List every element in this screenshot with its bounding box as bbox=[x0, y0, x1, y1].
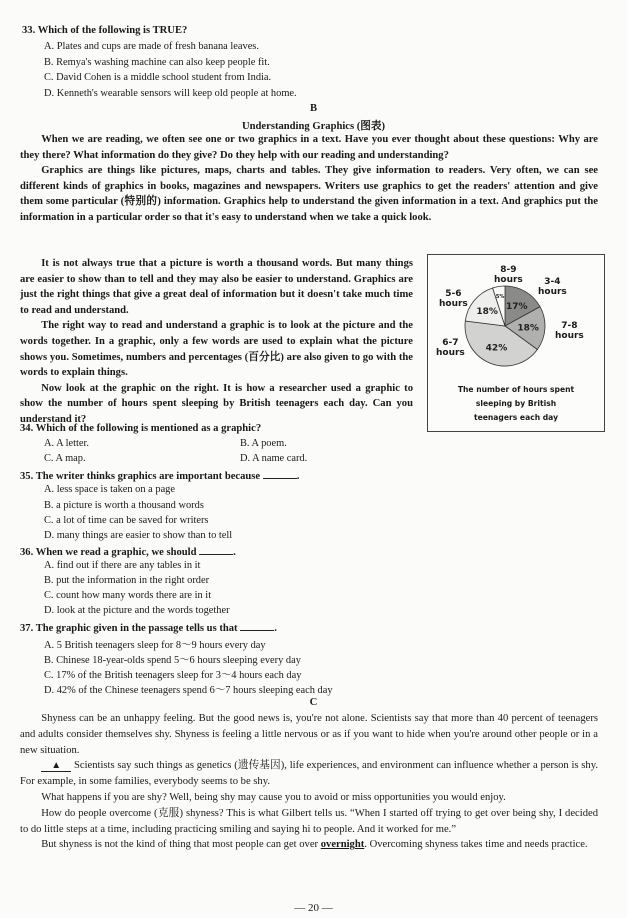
chart-caption-line-3: teenagers each day bbox=[473, 413, 559, 422]
question-34-stem: 34. Which of the following is mentioned as a graphic? bbox=[20, 423, 262, 434]
question-35-option-a: A. less space is taken on a page bbox=[44, 484, 175, 495]
question-34-option-c: C. A map. bbox=[44, 453, 86, 464]
answer-blank bbox=[240, 621, 274, 631]
question-36-option-a: A. find out if there are any tables in it bbox=[44, 560, 201, 571]
question-37-option-a: A. 5 British teenagers sleep for 8～9 hours every day bbox=[44, 640, 266, 651]
pie-chart-figure bbox=[427, 254, 605, 432]
answer-blank bbox=[263, 469, 297, 479]
answer-blank bbox=[199, 545, 233, 555]
section-c-body bbox=[20, 711, 598, 853]
question-36-option-d: D. look at the picture and the words together bbox=[44, 605, 230, 616]
paragraph: What happens if you are shy? Well, being shy may cause you to avoid or miss opportunities you would enjoy. bbox=[41, 791, 506, 803]
paragraph: Shyness can be an unhappy feeling. But the good news is, you're not alone. Scientists say that more than 40 percent of teenagers and adults consider themselves shy. Shyness is feeling a little nervous or as if you want to hide when you're around other people or in a new situation. bbox=[20, 713, 598, 756]
paragraph: The right way to read and understand a graphic is to look at the picture and the words together. In a graphic, only a few words are used to explain what the picture shows you. Sometimes, numbers and percentages (百分比) are also given to go with the words to explain things. bbox=[20, 320, 413, 379]
question-35-stem: 35. The writer thinks graphics are important because . bbox=[20, 471, 300, 482]
chart-caption-line-2: sleeping by British bbox=[475, 399, 557, 408]
label-3-4-hours: 3-4 hours bbox=[538, 277, 567, 297]
section-c-letter: C bbox=[309, 697, 318, 708]
paragraph: But shyness is not the kind of thing that most people can get over overnight. Overcoming shyness takes time and needs practice. bbox=[41, 839, 588, 851]
pie-value-label: 18% bbox=[517, 323, 539, 334]
section-b-body bbox=[20, 256, 413, 428]
question-36-stem: 36. When we read a graphic, we should . bbox=[20, 547, 236, 558]
section-b-intro bbox=[20, 132, 598, 226]
paragraph: How do people overcome (克服) shyness? This is what Gilbert tells us. “When I started off trying to get over being shy, I decided to do little steps at a time, including practicing smiling and saying hi to people. And it worked for me.” bbox=[20, 807, 598, 835]
question-33-option-a: A. Plates and cups are made of fresh banana leaves. bbox=[44, 41, 259, 52]
label-7-8-hours: 7-8 hours bbox=[555, 321, 584, 341]
question-37-option-c: C. 17% of the British teenagers sleep for 3～4 hours each day bbox=[44, 670, 302, 681]
pie-value-label: 18% bbox=[476, 307, 498, 318]
underlined-word: overnight bbox=[320, 839, 365, 851]
section-b-letter: B bbox=[309, 103, 318, 114]
pie-value-label: 5% bbox=[495, 294, 505, 301]
sentence-blank: ▲ bbox=[41, 760, 71, 772]
paragraph: Graphics are things like pictures, maps, charts and tables. They give information to readers. Very often, we can see different kinds of graphics in books, magazines and newspapers. Writers use graphics to get the readers' attention and give them some particular (特别的) information. Graphics help to understand the given information in a text. And graphics put the information in a particular order so that it's easy to understand when we take a quick look. bbox=[20, 165, 598, 223]
question-36-option-c: C. count how many words there are in it bbox=[44, 590, 212, 601]
question-37-option-d: D. 42% of the Chinese teenagers spend 6～7 hours sleeping each day bbox=[44, 685, 333, 696]
paragraph: ▲ Scientists say such things as genetics (遗传基因), life experiences, and environment can influence whether a person is shy. For example, in some families, everybody seems to be shy. bbox=[20, 760, 598, 788]
question-33-stem: 33. Which of the following is TRUE? bbox=[22, 25, 188, 36]
question-34-option-b: B. A poem. bbox=[240, 438, 287, 449]
question-33-option-d: D. Kenneth's wearable sensors will keep old people at home. bbox=[44, 88, 297, 99]
question-37-stem: 37. The graphic given in the passage tells us that . bbox=[20, 623, 277, 634]
question-34-option-d: D. A name card. bbox=[240, 453, 308, 464]
question-36-option-b: B. put the information in the right order bbox=[44, 575, 210, 586]
paragraph: It is not always true that a picture is worth a thousand words. But many things are easier to show than to tell and they may also be easier to understand. Graphics are just the right things that give a great deal of information but it doesn't take much time to read and understand. bbox=[20, 258, 413, 316]
question-35-option-b: B. a picture is worth a thousand words bbox=[44, 500, 204, 511]
question-33-option-b: B. Remya's washing machine can also keep people fit. bbox=[44, 57, 270, 68]
label-6-7-hours: 6-7 hours bbox=[436, 338, 465, 358]
question-37-option-b: B. Chinese 18-year-olds spend 5～6 hours sleeping every day bbox=[44, 655, 301, 666]
label-5-6-hours: 5-6 hours bbox=[439, 289, 468, 309]
page-number: — 20 — bbox=[294, 902, 333, 914]
chart-caption-line-1: The number of hours spent bbox=[457, 385, 575, 394]
pie-value-label: 42% bbox=[485, 343, 508, 354]
label-8-9-hours: 8-9 hours bbox=[494, 265, 523, 285]
pie-value-label: 17% bbox=[506, 302, 528, 313]
question-34-option-a: A. A letter. bbox=[44, 438, 90, 449]
paragraph: When we are reading, we often see one or two graphics in a text. Have you ever thought about these questions: Why are they there? What information do they give? Do they help with our reading and understanding? bbox=[20, 134, 598, 161]
section-b-title: Understanding Graphics (图表) bbox=[241, 121, 386, 132]
question-35-option-c: C. a lot of time can be saved for writers bbox=[44, 515, 209, 526]
question-35-option-d: D. many things are easier to show than to tell bbox=[44, 530, 233, 541]
question-33-option-c: C. David Cohen is a middle school student from India. bbox=[44, 72, 272, 83]
paragraph: Now look at the graphic on the right. It is how a researcher used a graphic to show the number of hours spent sleeping by British teenagers each day. Can you understand it? bbox=[20, 382, 413, 425]
